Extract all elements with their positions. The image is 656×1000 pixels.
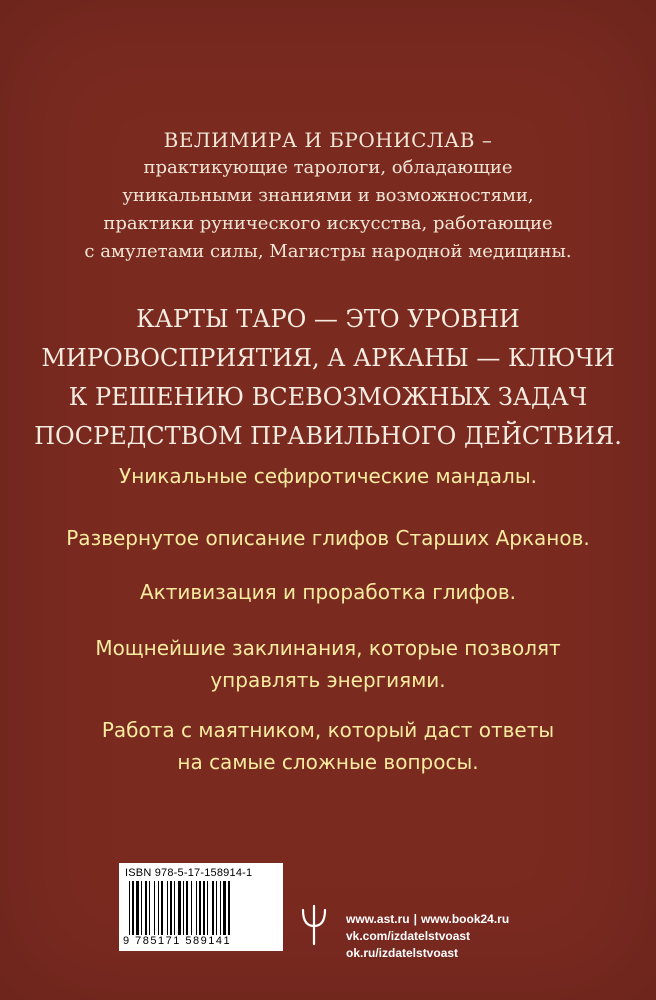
feature-line: на самые сложные вопросы. bbox=[177, 750, 479, 774]
barcode-bar bbox=[207, 881, 208, 935]
barcode-bar bbox=[149, 881, 150, 935]
barcode-bar bbox=[132, 881, 134, 935]
barcode-bar bbox=[154, 881, 155, 935]
barcode-bar bbox=[220, 881, 221, 935]
barcode-bars bbox=[129, 881, 279, 935]
barcode-bar bbox=[167, 881, 168, 935]
authors-blurb bbox=[30, 126, 626, 266]
barcode-bar bbox=[178, 881, 181, 935]
barcode-bar bbox=[145, 881, 147, 935]
barcode-bar bbox=[174, 881, 175, 935]
feature-item bbox=[20, 522, 636, 554]
tarot-line: КАРТЫ ТАРО — ЭТО УРОВНИ bbox=[136, 305, 520, 333]
barcode-bar bbox=[212, 881, 214, 935]
authors-line: практики рунического искусства, работающие bbox=[103, 213, 553, 234]
barcode-bar bbox=[141, 881, 142, 935]
barcode-bar bbox=[203, 881, 205, 935]
barcode bbox=[119, 863, 283, 951]
barcode-bar bbox=[158, 881, 159, 935]
feature-line: Развернутое описание глифов Старших Арканов. bbox=[66, 526, 590, 550]
tarot-line: МИРОВОСПРИЯТИЯ, А АРКАНЫ — КЛЮЧИ bbox=[41, 344, 615, 372]
authors-line: уникальными знаниями и возможностями, bbox=[122, 185, 534, 206]
tarot-line: ПОСРЕДСТВОМ ПРАВИЛЬНОГО ДЕЙСТВИЯ. bbox=[34, 422, 622, 450]
site-book24-link[interactable]: www.book24.ru bbox=[420, 912, 510, 926]
feature-line: Уникальные сефиротические мандалы. bbox=[119, 464, 537, 488]
barcode-bar bbox=[136, 881, 139, 935]
tarot-statement bbox=[20, 300, 636, 456]
feature-item bbox=[20, 460, 636, 492]
site-ast-link[interactable]: www.ast.ru bbox=[346, 912, 410, 926]
barcode-bar bbox=[196, 881, 197, 935]
vk-link[interactable]: vk.com/izdatelstvoast bbox=[346, 929, 471, 943]
barcode-bar bbox=[170, 881, 172, 935]
barcode-bar bbox=[228, 881, 230, 935]
authors-line: практикующие тарологи, обладающие bbox=[143, 157, 513, 178]
feature-line: Мощнейшие заклинания, которые позволят bbox=[95, 636, 561, 660]
authors-names: ВЕЛИМИРА И БРОНИСЛАВ – bbox=[163, 128, 493, 152]
barcode-bar bbox=[199, 881, 201, 935]
feature-line: Работа с маятником, который даст ответы bbox=[101, 718, 555, 742]
authors-line: с амулетами силы, Магистры народной медицины. bbox=[84, 241, 572, 262]
feature-item bbox=[20, 576, 636, 608]
feature-item bbox=[20, 714, 636, 778]
feature-line: Активизация и проработка глифов. bbox=[139, 580, 517, 604]
barcode-bar bbox=[183, 881, 184, 935]
feature-item bbox=[20, 632, 636, 696]
links-row-1 bbox=[346, 911, 509, 928]
tarot-line: К РЕШЕНИЮ ВСЕВОЗМОЖНЫХ ЗАДАЧ bbox=[68, 383, 588, 411]
link-separator: | bbox=[413, 912, 417, 926]
isbn-label: ISBN 978-5-17-158914-1 bbox=[125, 867, 253, 879]
barcode-bar bbox=[216, 881, 217, 935]
publisher-links bbox=[346, 911, 509, 962]
barcode-bar bbox=[129, 881, 130, 935]
barcode-digits: 9 785171 589141 bbox=[123, 935, 232, 947]
barcode-bar bbox=[191, 881, 192, 935]
ok-link[interactable]: ok.ru/izdatelstvoast bbox=[346, 946, 459, 960]
barcode-bar bbox=[161, 881, 163, 935]
feature-line: управлять энергиями. bbox=[210, 668, 446, 692]
psi-logo-icon bbox=[300, 904, 328, 948]
barcode-bar bbox=[223, 881, 226, 935]
barcode-bar bbox=[186, 881, 188, 935]
